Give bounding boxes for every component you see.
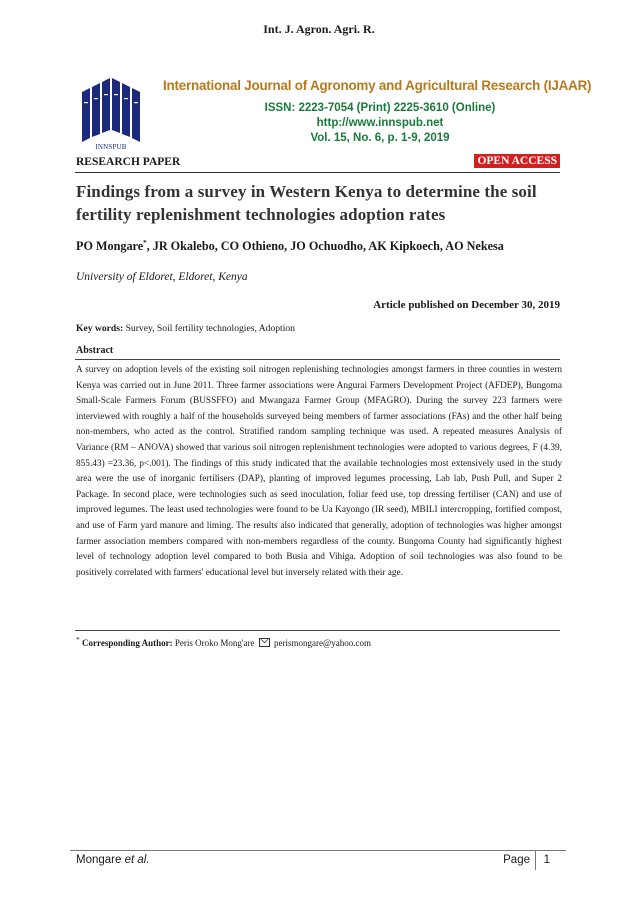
footer-et-al: et al. [124,854,150,866]
keywords-list: Survey, Soil fertility technologies, Adoption [125,323,295,334]
first-author: PO Mongare [76,239,144,254]
footer-page-label: Page [503,854,530,866]
abstract-body: A survey on adoption levels of the existing soil nitrogen replenishing technologies amongst farmers in three counties in western Kenya was carried out in June 2011. Three farmer associations were Angurai Farmers Development Project (AFDEP), Bungoma Small-Scale Farmers Forum (BUSSFFO) and Mwangaza Farmer Group (MFAGRO). During the survey 223 farmers were interviewed with roughly a half of the households surveyed being members of farmer associations (FAs) and the other half being non-members, who acted as the control. Stratified random sampling technique was used. A repeated measures Analysis of Variance (RM – ANOVA) showed that various soil nitrogen replenishment technologies were adopted to various degrees, F (4.39, 855.43) =23.36, p<.001). The findings of this study indicated that the available technologies most extensively used in the study area were the use of inorganic fertilisers (DAP), planting of improved legumes processing, Lab lab, Push Pull, and Super 2 Package. In second place, were technologies such as seed inoculation, foliar feed use, top dressing fertiliser (CAN) and use of improved legumes. The least used technologies were found to be Ua Kayongo (IR seed), MBILI intercropping, fortified compost, and use of Farm yard manure and liming. The results also indicated that generally, adoption of technologies was higher amongst farmer association members compared with non-members regardless of the county. Bungoma County had significantly highest level of technology adoption level compared to both Busia and Vihiga. Adoption of soil technologies was also found to be positively correlated with farmers' educational level but inversely related with their age. [76,365,562,578]
footer-author [76,854,150,866]
affiliation: University of Eldoret, Eldoret, Kenya [76,271,248,283]
corresponding-author [76,635,371,648]
other-authors: , JR Okalebo, CO Othieno, JO Ochuodho, AK Kipkoech, AO Nekesa [146,239,504,254]
journal-title: International Journal of Agronomy and Agricultural Research (IJAAR) [163,78,592,93]
journal-url[interactable]: http://www.innspub.net [316,117,444,129]
footer-vertical-divider [535,851,536,870]
journal-volume: Vol. 15, No. 6, p. 1-9, 2019 [310,132,450,144]
footer-surname: Mongare [76,854,122,866]
corresponding-label: Corresponding Author: [82,638,173,648]
keywords [76,323,295,334]
logo-text: INNSPUB [95,143,127,151]
page-number: 1 [543,854,550,866]
corresponding-mark: * [76,635,80,644]
corresponding-name: Peris Oroko Mong'are [174,638,255,648]
abstract-heading: Abstract [76,345,114,356]
mail-icon [259,638,270,647]
article-title: Findings from a survey in Western Kenya to determine the soil fertility replenishment technologies adoption rates [76,182,537,224]
keywords-label: Key words: [76,323,124,334]
corresponding-email[interactable]: perismongare@yahoo.com [273,638,371,648]
author-list [76,239,562,254]
innspub-logo-icon [76,72,146,150]
header-divider [75,172,560,173]
open-access-badge: OPEN ACCESS [474,154,560,168]
research-paper-label: RESEARCH PAPER [76,156,181,168]
abstract-divider [75,359,560,360]
abstract-end-divider [75,630,560,631]
footer-divider [70,850,566,851]
publication-date: Article published on December 30, 2019 [373,299,560,311]
journal-issn: ISSN: 2223-7054 (Print) 2225-3610 (Online) [264,102,496,114]
author-footnote-mark: * [143,239,147,247]
running-head: Int. J. Agron. Agri. R. [263,22,375,36]
